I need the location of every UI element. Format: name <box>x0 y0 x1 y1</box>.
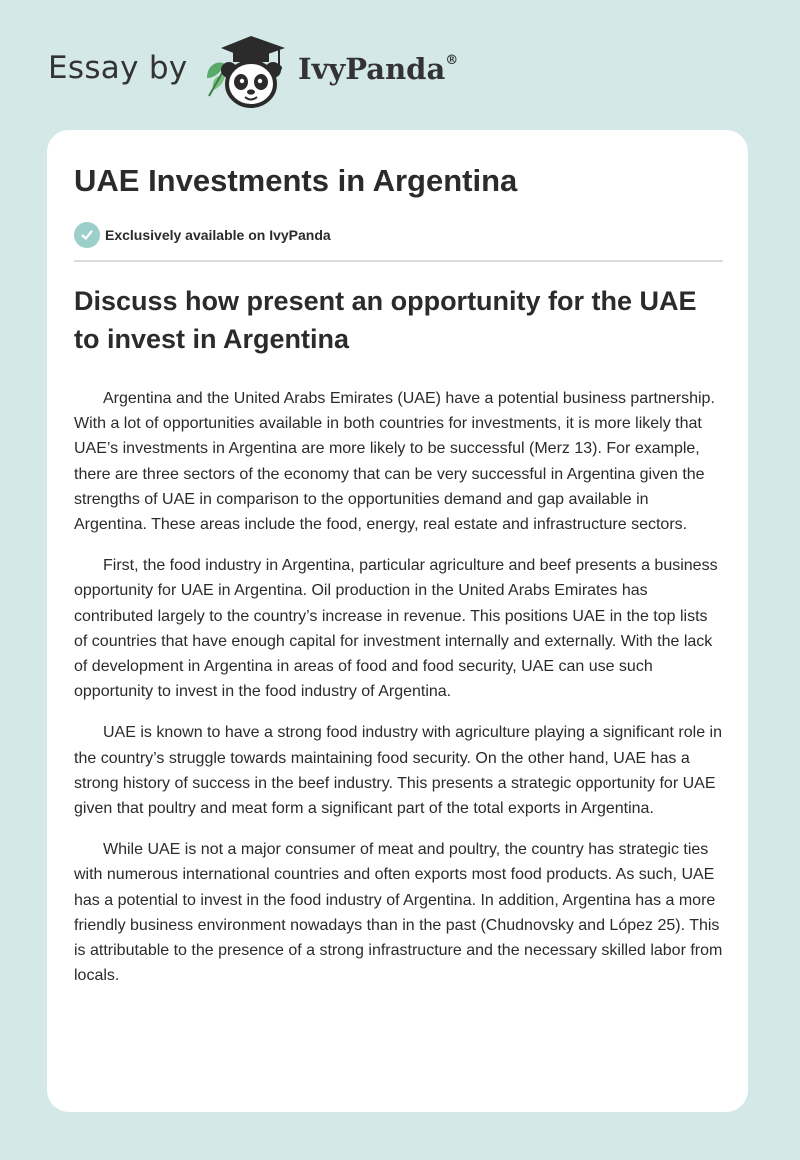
paragraph-4: While UAE is not a major consumer of meat and poultry, the country has strategic ties with numerous international countries and often exports most food products. As such, UAE has a potential to invest in the food industry of Argentina. In addition, Argentina has a more friendly business environment nowadays than in the past (Chudnovsky and López 25). This is attributable to the presence of a strong infrastructure and the necessary skilled labor from locals. <box>74 841 723 985</box>
checkmark-icon <box>74 222 100 248</box>
essay-title: UAE Investments in Argentina <box>74 163 518 198</box>
essay-by-label: Essay by <box>48 50 188 86</box>
divider <box>74 260 723 262</box>
brand-logo-text[interactable]: IvyPanda® <box>298 52 459 86</box>
section-heading: Discuss how present an opportunity for the UAE to invest in Argentina <box>74 286 697 354</box>
paragraph-1: Argentina and the United Arabs Emirates (UAE) have a potential business partnership. With a lot of opportunities available in both countries for investments, it is more likely that UAE’s investments in Argentina are more likely to be successful (Merz 13). For example, there are three sectors of the economy that can be very successful in Argentina given the strengths of UAE in comparison to the opportunities demand and gap available in Argentina. These areas include the food, energy, real estate and infrastructure sectors. <box>74 390 715 534</box>
exclusive-badge-label: Exclusively available on IvyPanda <box>105 227 331 243</box>
paragraph-3: UAE is known to have a strong food industry with agriculture playing a significant role in the country’s struggle towards maintaining food security. On the other hand, UAE has a strong history of success in the beef industry. This presents a strategic opportunity for UAE given that poultry and meat form a significant part of the total exports in Argentina. <box>74 724 722 818</box>
registered-mark: ® <box>445 53 459 69</box>
essay-body <box>74 386 724 1004</box>
site-header <box>48 34 548 114</box>
exclusive-badge <box>74 221 331 249</box>
panda-graduate-icon[interactable] <box>203 34 293 110</box>
paragraph-2: First, the food industry in Argentina, particular agriculture and beef presents a business opportunity for UAE in Argentina. Oil production in the United Arabs Emirates has contributed largely to the country’s increase in revenue. This positions UAE in the top lists of countries that have enough capital for investment internally and externally. With the lack of development in Argentina in areas of food and food security, UAE can use such opportunity to invest in the food industry of Argentina. <box>74 557 718 701</box>
essay-card <box>47 130 748 1112</box>
